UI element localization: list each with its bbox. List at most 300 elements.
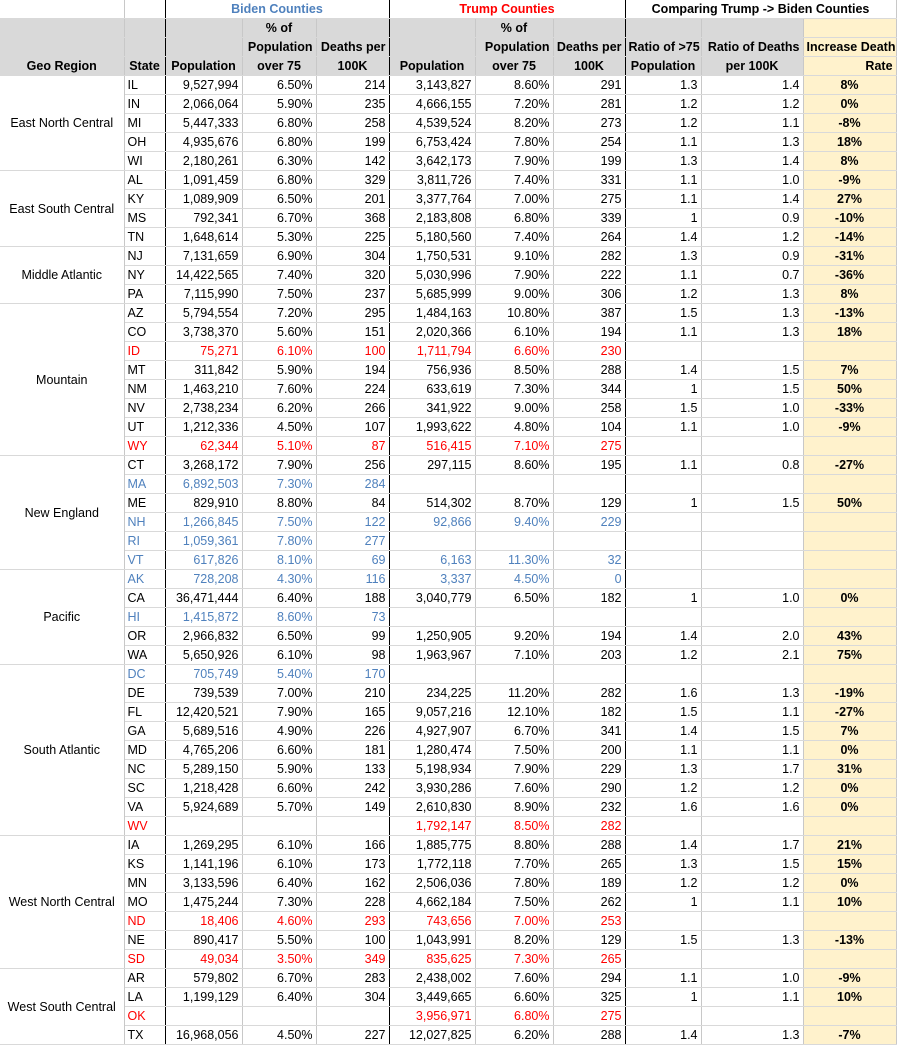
trump-deaths-cell[interactable]: 195 — [553, 456, 625, 475]
biden-population-cell[interactable]: 1,199,129 — [165, 988, 242, 1007]
ratio-deaths-cell[interactable]: 1.4 — [701, 76, 803, 95]
biden-deaths-cell[interactable]: 304 — [316, 988, 389, 1007]
state-cell[interactable]: MI — [124, 114, 165, 133]
trump-population-cell[interactable] — [389, 665, 475, 684]
biden-population-cell[interactable]: 36,471,444 — [165, 589, 242, 608]
state-cell[interactable]: LA — [124, 988, 165, 1007]
increase-death-rate-cell[interactable] — [803, 608, 896, 627]
trump-pct-over-75-cell[interactable]: 7.50% — [475, 741, 553, 760]
trump-deaths-cell[interactable]: 182 — [553, 589, 625, 608]
state-cell[interactable]: AK — [124, 570, 165, 589]
trump-deaths-cell[interactable]: 0 — [553, 570, 625, 589]
trump-population-cell[interactable]: 1,711,794 — [389, 342, 475, 361]
ratio-population-cell[interactable]: 1.1 — [625, 418, 701, 437]
trump-pct-over-75-cell[interactable]: 6.80% — [475, 209, 553, 228]
header-cell[interactable] — [625, 19, 701, 38]
trump-population-cell[interactable]: 3,956,971 — [389, 1007, 475, 1026]
ratio-deaths-cell[interactable]: 0.9 — [701, 247, 803, 266]
trump-deaths-cell[interactable]: 282 — [553, 817, 625, 836]
trump-deaths-cell[interactable]: 230 — [553, 342, 625, 361]
biden-population-cell[interactable]: 5,924,689 — [165, 798, 242, 817]
biden-pct-over-75-cell[interactable]: 6.40% — [242, 589, 316, 608]
state-cell[interactable]: DC — [124, 665, 165, 684]
ratio-deaths-cell[interactable]: 0.8 — [701, 456, 803, 475]
trump-pct-over-75-cell[interactable]: 9.00% — [475, 285, 553, 304]
increase-death-rate-cell[interactable] — [803, 665, 896, 684]
increase-death-rate-cell[interactable]: 27% — [803, 190, 896, 209]
biden-pct-over-75-cell[interactable]: 5.90% — [242, 760, 316, 779]
ratio-deaths-cell[interactable]: 1.1 — [701, 893, 803, 912]
trump-deaths-cell[interactable]: 331 — [553, 171, 625, 190]
biden-pct-over-75-cell[interactable] — [242, 1007, 316, 1026]
ratio-population-cell[interactable] — [625, 608, 701, 627]
biden-deaths-cell[interactable]: 242 — [316, 779, 389, 798]
increase-death-rate-cell[interactable] — [803, 912, 896, 931]
biden-population-cell[interactable]: 7,115,990 — [165, 285, 242, 304]
biden-deaths-cell[interactable]: 99 — [316, 627, 389, 646]
ratio-population-cell[interactable]: 1.2 — [625, 114, 701, 133]
trump-deaths-cell[interactable]: 262 — [553, 893, 625, 912]
biden-pct-over-75-cell[interactable]: 6.50% — [242, 76, 316, 95]
ratio-deaths-header-line1[interactable]: Ratio of Deaths — [701, 38, 803, 57]
geo-region-cell[interactable]: South Atlantic — [0, 665, 124, 836]
ratio-deaths-cell[interactable]: 1.5 — [701, 855, 803, 874]
trump-deaths-cell[interactable]: 325 — [553, 988, 625, 1007]
biden-deaths-cell[interactable]: 201 — [316, 190, 389, 209]
biden-pct-over-75-cell[interactable]: 6.40% — [242, 988, 316, 1007]
trump-population-cell[interactable]: 341,922 — [389, 399, 475, 418]
biden-deaths-cell[interactable]: 226 — [316, 722, 389, 741]
biden-population-cell[interactable]: 1,269,295 — [165, 836, 242, 855]
increase-death-rate-cell[interactable]: -7% — [803, 1026, 896, 1045]
trump-deaths-cell[interactable]: 254 — [553, 133, 625, 152]
ratio-population-cell[interactable]: 1.2 — [625, 95, 701, 114]
ratio-population-cell[interactable] — [625, 570, 701, 589]
t-deaths-header-line2[interactable]: 100K — [553, 57, 625, 76]
increase-death-rate-cell[interactable]: -31% — [803, 247, 896, 266]
biden-deaths-cell[interactable]: 170 — [316, 665, 389, 684]
increase-death-rate-cell[interactable]: 8% — [803, 76, 896, 95]
ratio-population-cell[interactable] — [625, 912, 701, 931]
ratio-deaths-cell[interactable] — [701, 1007, 803, 1026]
trump-population-cell[interactable]: 5,198,934 — [389, 760, 475, 779]
ratio-deaths-cell[interactable]: 1.2 — [701, 874, 803, 893]
ratio-deaths-cell[interactable]: 2.1 — [701, 646, 803, 665]
increase-death-rate-cell[interactable]: 0% — [803, 741, 896, 760]
ratio-population-cell[interactable] — [625, 513, 701, 532]
ratio-population-cell[interactable]: 1.6 — [625, 684, 701, 703]
ratio-deaths-cell[interactable]: 1.3 — [701, 1026, 803, 1045]
trump-pct-over-75-cell[interactable]: 7.30% — [475, 380, 553, 399]
trump-population-cell[interactable]: 1,792,147 — [389, 817, 475, 836]
ratio-deaths-cell[interactable]: 0.9 — [701, 209, 803, 228]
increase-death-rate-cell[interactable]: 0% — [803, 779, 896, 798]
trump-population-cell[interactable]: 1,484,163 — [389, 304, 475, 323]
ratio-population-cell[interactable]: 1.1 — [625, 190, 701, 209]
biden-population-cell[interactable] — [165, 1007, 242, 1026]
trump-population-cell[interactable]: 756,936 — [389, 361, 475, 380]
ratio-deaths-cell[interactable]: 0.7 — [701, 266, 803, 285]
state-cell[interactable]: IA — [124, 836, 165, 855]
trump-counties-title[interactable]: Trump Counties — [389, 0, 625, 19]
biden-pct-over-75-cell[interactable]: 5.30% — [242, 228, 316, 247]
ratio-population-cell[interactable]: 1.1 — [625, 133, 701, 152]
trump-population-cell[interactable]: 2,020,366 — [389, 323, 475, 342]
trump-population-cell[interactable]: 5,685,999 — [389, 285, 475, 304]
state-cell[interactable]: MS — [124, 209, 165, 228]
biden-deaths-cell[interactable]: 349 — [316, 950, 389, 969]
state-cell[interactable]: AL — [124, 171, 165, 190]
biden-population-cell[interactable]: 62,344 — [165, 437, 242, 456]
state-cell[interactable]: NM — [124, 380, 165, 399]
biden-deaths-cell[interactable]: 277 — [316, 532, 389, 551]
trump-population-cell[interactable]: 1,250,905 — [389, 627, 475, 646]
trump-deaths-cell[interactable]: 288 — [553, 836, 625, 855]
trump-population-cell[interactable]: 1,993,622 — [389, 418, 475, 437]
trump-population-cell[interactable]: 2,610,830 — [389, 798, 475, 817]
ratio-deaths-cell[interactable] — [701, 817, 803, 836]
geo-region-cell[interactable]: Middle Atlantic — [0, 247, 124, 304]
biden-deaths-cell[interactable]: 368 — [316, 209, 389, 228]
trump-population-cell[interactable]: 3,377,764 — [389, 190, 475, 209]
biden-pct-over-75-cell[interactable] — [242, 817, 316, 836]
state-cell[interactable]: NC — [124, 760, 165, 779]
ratio-population-cell[interactable]: 1.4 — [625, 228, 701, 247]
ratio-deaths-cell[interactable]: 1.0 — [701, 589, 803, 608]
ratio-deaths-cell[interactable]: 1.0 — [701, 418, 803, 437]
trump-population-cell[interactable]: 6,163 — [389, 551, 475, 570]
ratio-deaths-cell[interactable]: 1.5 — [701, 361, 803, 380]
ratio-deaths-cell[interactable]: 1.7 — [701, 836, 803, 855]
biden-population-cell[interactable]: 1,089,909 — [165, 190, 242, 209]
trump-deaths-cell[interactable]: 265 — [553, 855, 625, 874]
increase-death-rate-cell[interactable]: -8% — [803, 114, 896, 133]
biden-population-cell[interactable]: 890,417 — [165, 931, 242, 950]
biden-pct-over-75-cell[interactable]: 7.80% — [242, 532, 316, 551]
trump-pct-over-75-cell[interactable]: 7.80% — [475, 133, 553, 152]
biden-pct-over-75-cell[interactable]: 7.30% — [242, 893, 316, 912]
ratio-population-cell[interactable]: 1.2 — [625, 779, 701, 798]
biden-pct-over-75-cell[interactable]: 8.60% — [242, 608, 316, 627]
trump-deaths-cell[interactable]: 275 — [553, 1007, 625, 1026]
ratio-population-cell[interactable] — [625, 1007, 701, 1026]
ratio-deaths-cell[interactable] — [701, 437, 803, 456]
state-cell[interactable]: DE — [124, 684, 165, 703]
state-cell[interactable]: GA — [124, 722, 165, 741]
ratio-deaths-cell[interactable]: 1.3 — [701, 304, 803, 323]
biden-deaths-cell[interactable]: 225 — [316, 228, 389, 247]
biden-pct-over-75-cell[interactable]: 8.10% — [242, 551, 316, 570]
trump-pct-over-75-cell[interactable]: 8.90% — [475, 798, 553, 817]
state-cell[interactable]: WY — [124, 437, 165, 456]
ratio-deaths-header-line2[interactable]: per 100K — [701, 57, 803, 76]
state-cell[interactable]: NV — [124, 399, 165, 418]
ratio-deaths-cell[interactable]: 1.0 — [701, 171, 803, 190]
trump-deaths-cell[interactable]: 288 — [553, 361, 625, 380]
state-cell[interactable]: PA — [124, 285, 165, 304]
header-cell[interactable] — [165, 19, 242, 38]
increase-death-rate-cell[interactable]: 15% — [803, 855, 896, 874]
ratio-deaths-cell[interactable]: 1.5 — [701, 380, 803, 399]
biden-population-cell[interactable]: 728,208 — [165, 570, 242, 589]
t-pct-header-line3[interactable]: over 75 — [475, 57, 553, 76]
biden-deaths-cell[interactable]: 162 — [316, 874, 389, 893]
biden-population-cell[interactable]: 12,420,521 — [165, 703, 242, 722]
ratio-deaths-cell[interactable] — [701, 950, 803, 969]
biden-population-cell[interactable]: 739,539 — [165, 684, 242, 703]
increase-death-rate-cell[interactable]: 0% — [803, 874, 896, 893]
ratio-deaths-cell[interactable]: 1.5 — [701, 722, 803, 741]
trump-population-cell[interactable]: 1,280,474 — [389, 741, 475, 760]
ratio-population-cell[interactable] — [625, 532, 701, 551]
trump-pct-over-75-cell[interactable]: 6.70% — [475, 722, 553, 741]
biden-population-cell[interactable]: 792,341 — [165, 209, 242, 228]
biden-population-cell[interactable]: 311,842 — [165, 361, 242, 380]
trump-pct-over-75-cell[interactable]: 8.50% — [475, 361, 553, 380]
trump-pct-over-75-cell[interactable]: 7.80% — [475, 874, 553, 893]
ratio-deaths-cell[interactable]: 1.3 — [701, 931, 803, 950]
trump-pct-over-75-cell[interactable]: 4.80% — [475, 418, 553, 437]
trump-population-cell[interactable]: 3,811,726 — [389, 171, 475, 190]
ratio-deaths-cell[interactable]: 1.2 — [701, 779, 803, 798]
trump-pct-over-75-cell[interactable]: 10.80% — [475, 304, 553, 323]
ratio-population-cell[interactable]: 1.5 — [625, 703, 701, 722]
trump-pct-over-75-cell[interactable]: 9.40% — [475, 513, 553, 532]
biden-pct-over-75-cell[interactable]: 7.30% — [242, 475, 316, 494]
increase-death-rate-cell[interactable] — [803, 513, 896, 532]
increase-death-rate-cell[interactable]: 50% — [803, 494, 896, 513]
increase-header-line2[interactable]: Rate — [803, 57, 896, 76]
state-cell[interactable]: MN — [124, 874, 165, 893]
trump-population-cell[interactable]: 5,030,996 — [389, 266, 475, 285]
increase-death-rate-cell[interactable]: 7% — [803, 361, 896, 380]
ratio-population-cell[interactable]: 1.5 — [625, 304, 701, 323]
increase-death-rate-cell[interactable]: 43% — [803, 627, 896, 646]
state-cell[interactable]: ID — [124, 342, 165, 361]
trump-deaths-cell[interactable]: 339 — [553, 209, 625, 228]
trump-deaths-cell[interactable]: 387 — [553, 304, 625, 323]
geo-region-cell[interactable]: New England — [0, 456, 124, 570]
trump-pct-over-75-cell[interactable]: 7.10% — [475, 437, 553, 456]
trump-deaths-cell[interactable]: 288 — [553, 1026, 625, 1045]
geo-region-cell[interactable]: Pacific — [0, 570, 124, 665]
biden-deaths-cell[interactable]: 227 — [316, 1026, 389, 1045]
trump-population-cell[interactable]: 2,438,002 — [389, 969, 475, 988]
increase-death-rate-cell[interactable]: -9% — [803, 418, 896, 437]
biden-pct-over-75-cell[interactable]: 6.40% — [242, 874, 316, 893]
ratio-population-cell[interactable] — [625, 342, 701, 361]
trump-pct-over-75-cell[interactable]: 7.60% — [475, 969, 553, 988]
b-deaths-header-line2[interactable]: 100K — [316, 57, 389, 76]
increase-death-rate-cell[interactable]: -14% — [803, 228, 896, 247]
trump-population-cell[interactable]: 3,040,779 — [389, 589, 475, 608]
b-deaths-header-line1[interactable]: Deaths per — [316, 38, 389, 57]
biden-pct-over-75-cell[interactable]: 6.20% — [242, 399, 316, 418]
trump-deaths-cell[interactable]: 258 — [553, 399, 625, 418]
biden-deaths-cell[interactable]: 256 — [316, 456, 389, 475]
biden-deaths-cell[interactable]: 116 — [316, 570, 389, 589]
ratio-population-cell[interactable]: 1.1 — [625, 266, 701, 285]
biden-deaths-cell[interactable]: 142 — [316, 152, 389, 171]
ratio-deaths-cell[interactable] — [701, 570, 803, 589]
trump-pct-over-75-cell[interactable]: 11.30% — [475, 551, 553, 570]
trump-pct-over-75-cell[interactable]: 9.00% — [475, 399, 553, 418]
biden-population-cell[interactable]: 2,180,261 — [165, 152, 242, 171]
biden-deaths-cell[interactable]: 166 — [316, 836, 389, 855]
biden-deaths-cell[interactable]: 173 — [316, 855, 389, 874]
trump-deaths-cell[interactable]: 253 — [553, 912, 625, 931]
biden-deaths-cell[interactable]: 258 — [316, 114, 389, 133]
biden-deaths-cell[interactable]: 237 — [316, 285, 389, 304]
header-cell[interactable] — [0, 19, 124, 38]
trump-deaths-cell[interactable] — [553, 532, 625, 551]
trump-deaths-cell[interactable] — [553, 475, 625, 494]
increase-death-rate-cell[interactable]: 8% — [803, 152, 896, 171]
trump-population-cell[interactable]: 4,666,155 — [389, 95, 475, 114]
biden-population-cell[interactable]: 1,415,872 — [165, 608, 242, 627]
biden-pct-over-75-cell[interactable]: 4.50% — [242, 418, 316, 437]
trump-pct-over-75-cell[interactable]: 7.40% — [475, 171, 553, 190]
trump-population-cell[interactable]: 6,753,424 — [389, 133, 475, 152]
state-cell[interactable]: NY — [124, 266, 165, 285]
state-cell[interactable]: SD — [124, 950, 165, 969]
trump-pct-over-75-cell[interactable]: 12.10% — [475, 703, 553, 722]
ratio-deaths-cell[interactable] — [701, 665, 803, 684]
trump-deaths-cell[interactable]: 294 — [553, 969, 625, 988]
trump-pct-over-75-cell[interactable] — [475, 475, 553, 494]
biden-population-cell[interactable]: 2,738,234 — [165, 399, 242, 418]
trump-pct-over-75-cell[interactable]: 7.20% — [475, 95, 553, 114]
t-pct-header-line1[interactable]: % of — [475, 19, 553, 38]
trump-population-cell[interactable]: 514,302 — [389, 494, 475, 513]
increase-death-rate-cell[interactable]: 75% — [803, 646, 896, 665]
biden-pct-over-75-cell[interactable]: 5.10% — [242, 437, 316, 456]
trump-pct-over-75-cell[interactable]: 6.10% — [475, 323, 553, 342]
ratio-population-cell[interactable]: 1.2 — [625, 646, 701, 665]
header-cell[interactable] — [124, 19, 165, 38]
biden-pct-over-75-cell[interactable]: 6.60% — [242, 779, 316, 798]
biden-deaths-cell[interactable]: 100 — [316, 342, 389, 361]
increase-death-rate-cell[interactable]: -10% — [803, 209, 896, 228]
state-header[interactable]: State — [124, 57, 165, 76]
trump-population-cell[interactable]: 92,866 — [389, 513, 475, 532]
ratio-population-cell[interactable]: 1.1 — [625, 741, 701, 760]
trump-pct-over-75-cell[interactable]: 9.10% — [475, 247, 553, 266]
ratio-deaths-cell[interactable]: 1.1 — [701, 988, 803, 1007]
trump-deaths-cell[interactable] — [553, 665, 625, 684]
header-cell[interactable] — [389, 38, 475, 57]
increase-death-rate-cell[interactable]: 18% — [803, 133, 896, 152]
biden-population-cell[interactable]: 1,266,845 — [165, 513, 242, 532]
biden-pct-over-75-cell[interactable]: 6.10% — [242, 836, 316, 855]
header-cell[interactable] — [0, 38, 124, 57]
ratio-population-cell[interactable]: 1.3 — [625, 247, 701, 266]
geo-region-cell[interactable]: Mountain — [0, 304, 124, 456]
state-cell[interactable]: IL — [124, 76, 165, 95]
biden-pct-over-75-cell[interactable]: 6.80% — [242, 133, 316, 152]
biden-pct-over-75-cell[interactable]: 7.00% — [242, 684, 316, 703]
ratio-deaths-cell[interactable]: 1.1 — [701, 703, 803, 722]
state-cell[interactable]: CO — [124, 323, 165, 342]
trump-population-cell[interactable]: 234,225 — [389, 684, 475, 703]
state-cell[interactable]: NH — [124, 513, 165, 532]
trump-population-cell[interactable]: 1,963,967 — [389, 646, 475, 665]
ratio-population-cell[interactable]: 1 — [625, 209, 701, 228]
state-cell[interactable]: NE — [124, 931, 165, 950]
ratio-population-cell[interactable]: 1.2 — [625, 874, 701, 893]
ratio-population-cell[interactable]: 1.3 — [625, 76, 701, 95]
trump-pct-over-75-cell[interactable]: 11.20% — [475, 684, 553, 703]
state-cell[interactable]: AR — [124, 969, 165, 988]
geo-region-cell[interactable]: East North Central — [0, 76, 124, 171]
biden-population-cell[interactable]: 75,271 — [165, 342, 242, 361]
increase-death-rate-cell[interactable]: -36% — [803, 266, 896, 285]
state-cell[interactable]: SC — [124, 779, 165, 798]
biden-deaths-cell[interactable]: 320 — [316, 266, 389, 285]
increase-header-line1[interactable]: Increase Death — [803, 38, 896, 57]
ratio-population-cell[interactable]: 1.4 — [625, 361, 701, 380]
blank-cell[interactable] — [0, 0, 124, 19]
trump-deaths-cell[interactable]: 275 — [553, 190, 625, 209]
biden-pct-over-75-cell[interactable]: 5.40% — [242, 665, 316, 684]
ratio-population-cell[interactable]: 1.4 — [625, 1026, 701, 1045]
biden-population-cell[interactable]: 2,966,832 — [165, 627, 242, 646]
b-pct-header-line3[interactable]: over 75 — [242, 57, 316, 76]
biden-pct-over-75-cell[interactable]: 6.80% — [242, 114, 316, 133]
biden-population-cell[interactable]: 3,738,370 — [165, 323, 242, 342]
biden-deaths-cell[interactable]: 181 — [316, 741, 389, 760]
trump-deaths-cell[interactable]: 203 — [553, 646, 625, 665]
trump-population-cell[interactable]: 2,183,808 — [389, 209, 475, 228]
biden-population-cell[interactable]: 3,133,596 — [165, 874, 242, 893]
trump-population-cell[interactable]: 9,057,216 — [389, 703, 475, 722]
biden-deaths-cell[interactable]: 210 — [316, 684, 389, 703]
trump-deaths-cell[interactable]: 229 — [553, 760, 625, 779]
ratio-deaths-cell[interactable] — [701, 551, 803, 570]
ratio-population-cell[interactable]: 1.3 — [625, 855, 701, 874]
increase-death-rate-cell[interactable]: -27% — [803, 456, 896, 475]
state-cell[interactable]: WI — [124, 152, 165, 171]
ratio-population-cell[interactable]: 1 — [625, 494, 701, 513]
biden-population-cell[interactable] — [165, 817, 242, 836]
biden-pct-over-75-cell[interactable]: 7.90% — [242, 456, 316, 475]
state-cell[interactable]: MT — [124, 361, 165, 380]
trump-pct-over-75-cell[interactable]: 7.00% — [475, 912, 553, 931]
b-pct-header-line1[interactable]: % of — [242, 19, 316, 38]
trump-population-cell[interactable]: 633,619 — [389, 380, 475, 399]
trump-deaths-cell[interactable]: 282 — [553, 247, 625, 266]
increase-death-rate-cell[interactable] — [803, 950, 896, 969]
biden-population-cell[interactable]: 16,968,056 — [165, 1026, 242, 1045]
trump-population-cell[interactable]: 1,885,775 — [389, 836, 475, 855]
biden-population-cell[interactable]: 1,059,361 — [165, 532, 242, 551]
biden-deaths-cell[interactable] — [316, 1007, 389, 1026]
ratio-population-cell[interactable]: 1.1 — [625, 456, 701, 475]
comparison-title[interactable]: Comparing Trump -> Biden Counties — [625, 0, 896, 19]
trump-pct-over-75-cell[interactable] — [475, 532, 553, 551]
biden-pct-over-75-cell[interactable]: 5.90% — [242, 95, 316, 114]
biden-population-cell[interactable]: 705,749 — [165, 665, 242, 684]
biden-population-cell[interactable]: 1,091,459 — [165, 171, 242, 190]
increase-death-rate-cell[interactable] — [803, 551, 896, 570]
trump-population-cell[interactable]: 4,662,184 — [389, 893, 475, 912]
state-cell[interactable]: HI — [124, 608, 165, 627]
trump-deaths-cell[interactable]: 341 — [553, 722, 625, 741]
state-cell[interactable]: UT — [124, 418, 165, 437]
state-cell[interactable]: RI — [124, 532, 165, 551]
trump-population-cell[interactable]: 3,143,827 — [389, 76, 475, 95]
t-pop-header[interactable]: Population — [389, 57, 475, 76]
